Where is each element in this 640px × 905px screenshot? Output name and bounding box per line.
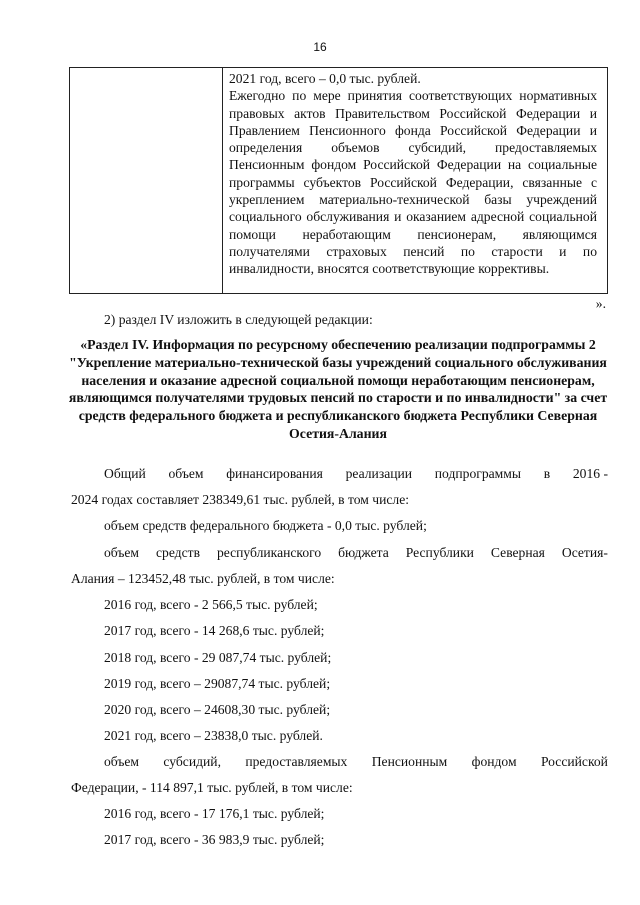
republic-year-2018: 2018 год, всего - 29 087,74 тыс. рублей; <box>104 650 332 665</box>
closing-quote: ». <box>595 296 606 311</box>
word: объем <box>104 545 140 560</box>
subsidies-line2: Федерации, - 114 897,1 тыс. рублей, в том числе: <box>71 780 353 795</box>
word: фондом <box>471 754 517 769</box>
word: Пенсионным <box>371 754 448 769</box>
federal-budget-line: объем средств федерального бюджета - 0,0 тыс. рублей; <box>104 518 427 533</box>
word: бюджета <box>338 545 389 560</box>
table-column-divider <box>222 68 223 293</box>
table-cell-paragraph: Ежегодно по мере принятия соответствующих нормативных правовых актов Правительством Российской Федерации и Правлением Пенсионного фонда Российской Федерации и определения объемов субсидий, предоставляемых Пенсионным фондом Российской Федерации на социальные программы субъектов Российской Федерации, связанные с укреплением материально-технической базы учреждений социального обслуживания и оказанием адресной социальной помощи неработающим пенсионерам, являющимся получателями страховых пенсий по старости и по инвалидности, вносятся соответствующие коррективы. <box>229 88 597 277</box>
republic-year-2017: 2017 год, всего - 14 268,6 тыс. рублей; <box>104 623 325 638</box>
word: 2016 - <box>572 466 608 481</box>
republic-year-2020: 2020 год, всего – 24608,30 тыс. рублей; <box>104 702 331 717</box>
word: Республики <box>405 545 474 560</box>
word: субсидий, <box>163 754 221 769</box>
republic-budget-line1 <box>104 545 608 561</box>
financing-total-line2: 2024 годах составляет 238349,61 тыс. рублей, в том числе: <box>71 492 409 507</box>
word: Российской <box>540 754 608 769</box>
word: реализации <box>345 466 413 481</box>
program-table <box>69 67 608 294</box>
page-number: 16 <box>313 40 327 54</box>
word: предоставляемых <box>245 754 348 769</box>
intro-text: 2) раздел IV изложить в следующей редакции: <box>104 312 373 327</box>
table-cell-text <box>229 70 597 278</box>
table-cell-line: 2021 год, всего – 0,0 тыс. рублей. <box>229 71 421 86</box>
republic-year-2019: 2019 год, всего – 29087,74 тыс. рублей; <box>104 676 331 691</box>
word: Северная <box>490 545 545 560</box>
word: в <box>543 466 551 481</box>
section-heading: «Раздел IV. Информация по ресурсному обеспечению реализации подпрограммы 2 "Укрепление материально-технической базы учреждений социального обслуживания населения и оказание адресной социальной помощи неработающим пенсионерам, являющимся получателями трудовых пенсий по старости и по инвалидности" за счет средств федерального бюджета и республиканского бюджета Республики Северная Осетия-Алания <box>68 337 608 441</box>
subsidies-year-2016: 2016 год, всего - 17 176,1 тыс. рублей; <box>104 806 325 821</box>
word: объем <box>168 466 204 481</box>
word: Осетия- <box>561 545 608 560</box>
word: финансирования <box>226 466 323 481</box>
word: средств <box>156 545 200 560</box>
financing-total-line1 <box>104 466 608 482</box>
word: Общий <box>104 466 146 481</box>
subsidies-line1 <box>104 754 608 770</box>
subsidies-year-2017: 2017 год, всего - 36 983,9 тыс. рублей; <box>104 832 325 847</box>
republic-year-2016: 2016 год, всего - 2 566,5 тыс. рублей; <box>104 597 318 612</box>
word: республиканского <box>216 545 322 560</box>
republic-budget-line2: Алания – 123452,48 тыс. рублей, в том числе: <box>71 571 335 586</box>
republic-year-2021: 2021 год, всего – 23838,0 тыс. рублей. <box>104 728 323 743</box>
word: объем <box>104 754 140 769</box>
word: подпрограммы <box>434 466 521 481</box>
